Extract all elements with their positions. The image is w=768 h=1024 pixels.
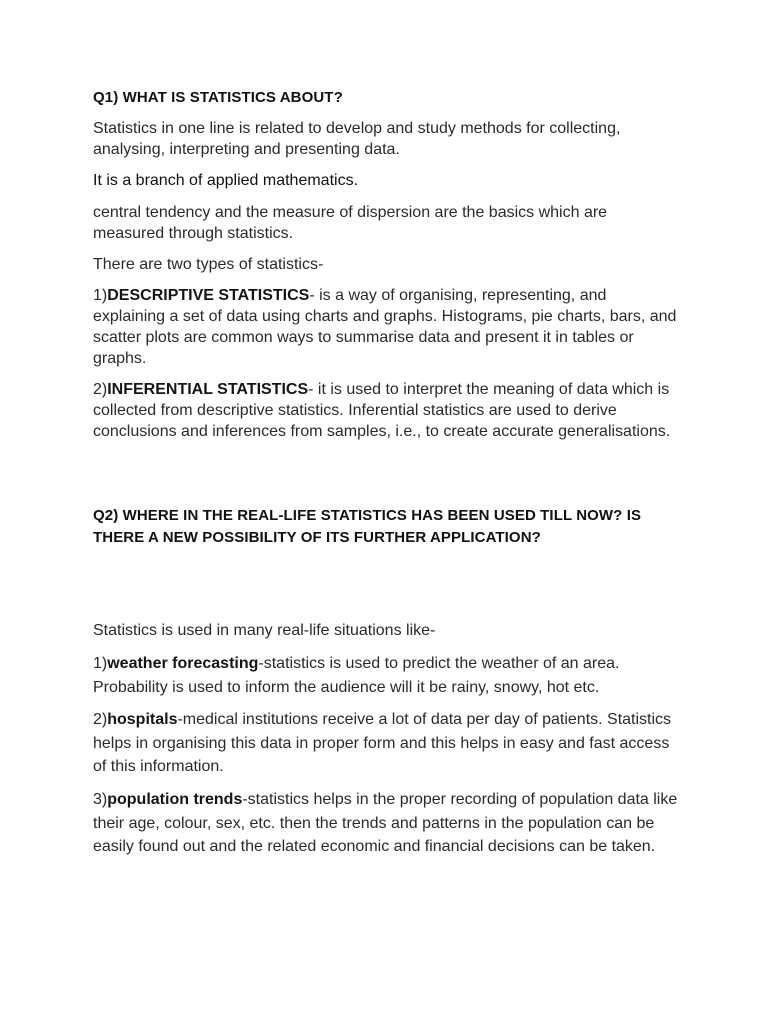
item-text: - is a way of organising, representing, and explaining a set of data using charts and graphs. Histograms, pie charts, bars, and scatter plots are common ways to summarise data and present it in tables or graphs. bbox=[93, 287, 677, 367]
item-term: INFERENTIAL STATISTICS bbox=[107, 381, 309, 398]
item-term: population trends bbox=[107, 791, 243, 808]
q2-item-population bbox=[93, 788, 678, 859]
item-number: 3) bbox=[93, 791, 108, 808]
item-text: - it is used to interpret the meaning of data which is collected from descriptive statistics. Inferential statistics are used to derive conclusions and inferences from samples, i.e., to create accurate generalisations. bbox=[93, 381, 671, 440]
q1-item-descriptive bbox=[93, 285, 678, 369]
item-number: 2) bbox=[93, 381, 108, 398]
item-number: 1) bbox=[93, 655, 108, 672]
q1-heading: Q1) WHAT IS STATISTICS ABOUT? bbox=[93, 89, 343, 106]
q2-intro: Statistics is used in many real-life situations like- bbox=[93, 622, 436, 639]
q1-paragraph-central-tendency: central tendency and the measure of dispersion are the basics which are measured through statistics. bbox=[93, 204, 608, 242]
q1-item-inferential bbox=[93, 379, 678, 442]
item-term: DESCRIPTIVE STATISTICS bbox=[107, 287, 310, 304]
item-number: 2) bbox=[93, 711, 108, 728]
q2-item-hospitals bbox=[93, 708, 678, 779]
q1-paragraph-branch: It is a branch of applied mathematics. bbox=[93, 172, 359, 189]
item-text: -statistics is used to predict the weather of an area. Probability is used to inform the audience will it be rainy, snowy, hot etc. bbox=[93, 655, 620, 696]
item-text: -medical institutions receive a lot of data per day of patients. Statistics helps in organising this data in proper form and this helps in easy and fast access of this information. bbox=[93, 711, 672, 775]
item-term: hospitals bbox=[107, 711, 178, 728]
q1-paragraph-definition: Statistics in one line is related to develop and study methods for collecting, analysing, interpreting and presenting data. bbox=[93, 120, 621, 158]
item-term: weather forecasting bbox=[107, 655, 259, 672]
item-text: -statistics helps in the proper recording of population data like their age, colour, sex, etc. then the trends and patterns in the population can be easily found out and the related economic and financial decisions can be taken. bbox=[93, 791, 678, 855]
item-number: 1) bbox=[93, 287, 108, 304]
q1-paragraph-types: There are two types of statistics- bbox=[93, 256, 324, 273]
q2-heading: Q2) WHERE IN THE REAL-LIFE STATISTICS HAS BEEN USED TILL NOW? IS THERE A NEW POSSIBILITY OF ITS FURTHER APPLICATION? bbox=[93, 507, 642, 546]
q2-item-weather bbox=[93, 652, 678, 699]
